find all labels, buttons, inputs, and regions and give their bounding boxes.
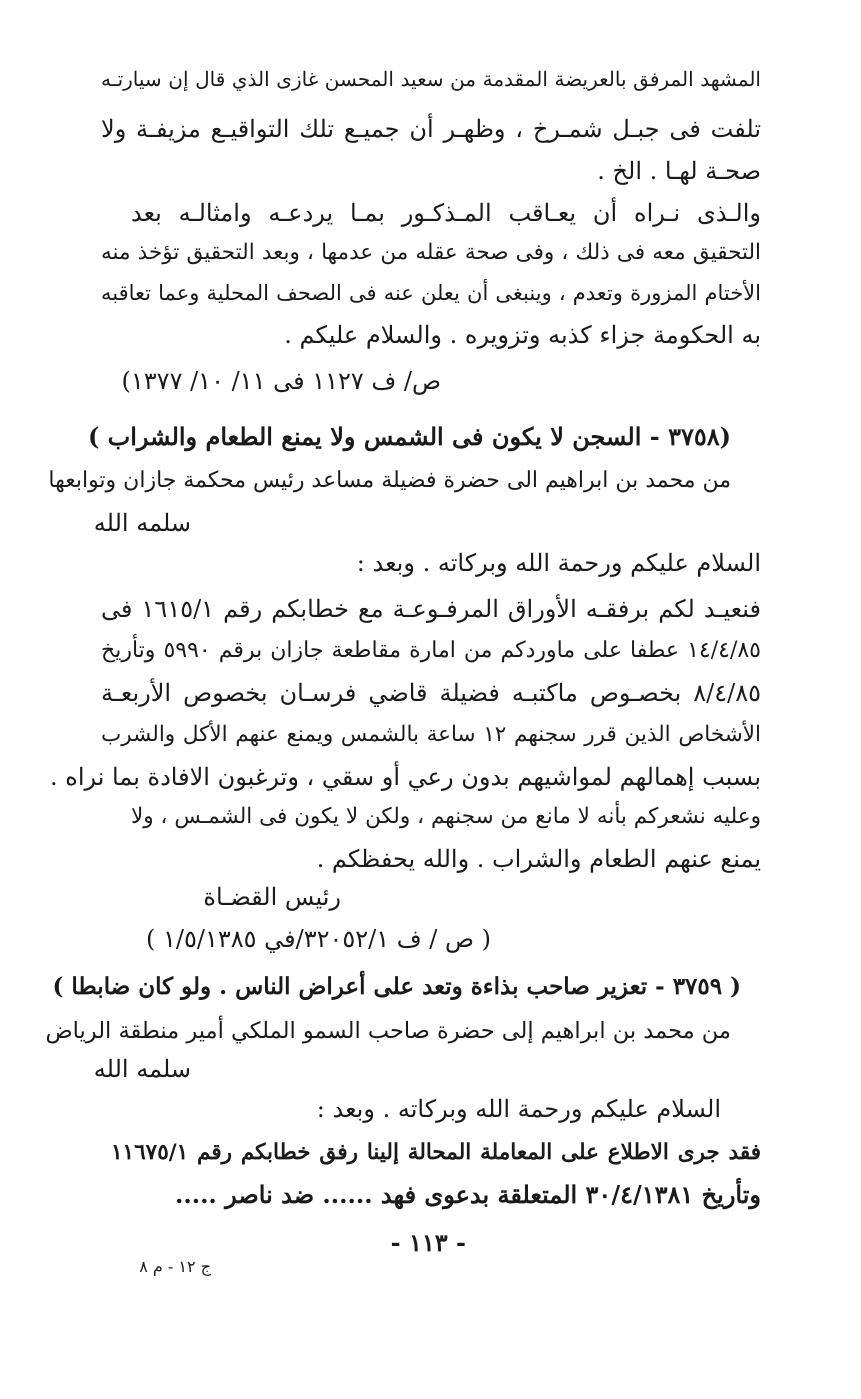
text-line: فنعيـد لكم برفقـه الأوراق المرفـوعـة مع خطابكم رقم ١٦١٥/١ فى — [101, 595, 762, 623]
section-heading: (٣٧٥٨ - السجن لا يكون فى الشمس ولا يمنع الطعام والشراب ) — [87, 422, 731, 451]
reference-line: ( ص / ف ٣٢٠٥٢/١/في ١/٥/١٣٨٥ ) — [145, 925, 491, 953]
text-line: وعليه نشعركم بأنه لا مانع من سجنهم ، ولكن لا يكون فى الشمـس ، ولا — [131, 804, 761, 829]
text-line: ٨/٤/٨٥ بخصـوص ماكتبـه فضيلة قاضي فرسـان بخصوص الأربعـة — [101, 679, 761, 707]
text-line: وتأريخ ٣٠/٤/١٣٨١ المتعلقة بدعوى فهد ...... ضد ناصر ..... — [175, 1180, 761, 1209]
text-line: بسبب إهمالهم لمواشيهم بدون رعي أو سقي ، وترغبون الافادة بما نراه . — [50, 763, 761, 791]
text-line: المشهد المرفق بالعريضة المقدمة من سعيد المحسن غازى الذي قال إن سيارتـه — [101, 67, 761, 91]
text-line: التحقيق معه فى ذلك ، وفى صحة عقله من عدمها ، وبعد التحقيق تؤخذ منه — [101, 240, 761, 265]
footer-signature: ج ١٢ - م ٨ — [139, 1257, 211, 1276]
reference-line: ص/ ف ١١٢٧ فى ١١/ ١٠/ ١٣٧٧) — [121, 367, 441, 395]
text-line: الأشخاص الذين قرر سجنهم ١٢ ساعة بالشمس ويمنع عنهم الأكل والشرب — [101, 722, 761, 747]
page-number: - ١١٣ - — [390, 1228, 466, 1257]
text-line: من محمد بن ابراهيم إلى حضرة صاحب السمو الملكي أمير منطقة الرياض — [45, 1018, 731, 1044]
signature-line: رئيس القضـاة — [203, 883, 341, 911]
text-line: سلمه الله — [93, 509, 191, 537]
text-line: فقد جرى الاطلاع على المعاملة المحالة إلينا رفق خطابكم رقم ١١٦٧٥/١ — [111, 1140, 761, 1165]
text-line: ١٤/٤/٨٥ عطفا على ماوردكم من امارة مقاطعة جازان برقم ٥٩٩٠ وتأريخ — [101, 638, 761, 663]
text-line: والـذى نـراه أن يعـاقب المـذكـور بمـا يردعـه وامثالـه بعد — [131, 199, 761, 227]
text-line: يمنع عنهم الطعام والشراب . والله يحفظكم . — [316, 845, 761, 873]
section-heading: ( ٣٧٥٩ - تعزير صاحب بذاءة وتعد على أعراض الناس . ولو كان ضابطا ) — [52, 973, 741, 1000]
text-line: السلام عليكم ورحمة الله وبركاته . وبعد : — [316, 1095, 721, 1123]
text-line: السلام عليكم ورحمة الله وبركاته . وبعد : — [356, 549, 761, 577]
text-line: صحـة لهـا . الخ . — [597, 157, 761, 185]
text-line: به الحكومة جزاء كذبه وتزويره . والسلام عليكم . — [284, 321, 761, 349]
text-line: تلفت فى جبـل شمـرخ ، وظهـر أن جميـع تلك التواقيـع مزيفـة ولا — [101, 115, 761, 143]
text-line: من محمد بن ابراهيم الى حضرة فضيلة مساعد رئيس محكمة جازان وتوابعها — [48, 468, 731, 493]
text-line: سلمه الله — [93, 1055, 191, 1083]
text-line: الأختام المزورة وتعدم ، وينبغى أن يعلن عنه فى الصحف المحلية وعما تعاقبه — [101, 281, 761, 305]
